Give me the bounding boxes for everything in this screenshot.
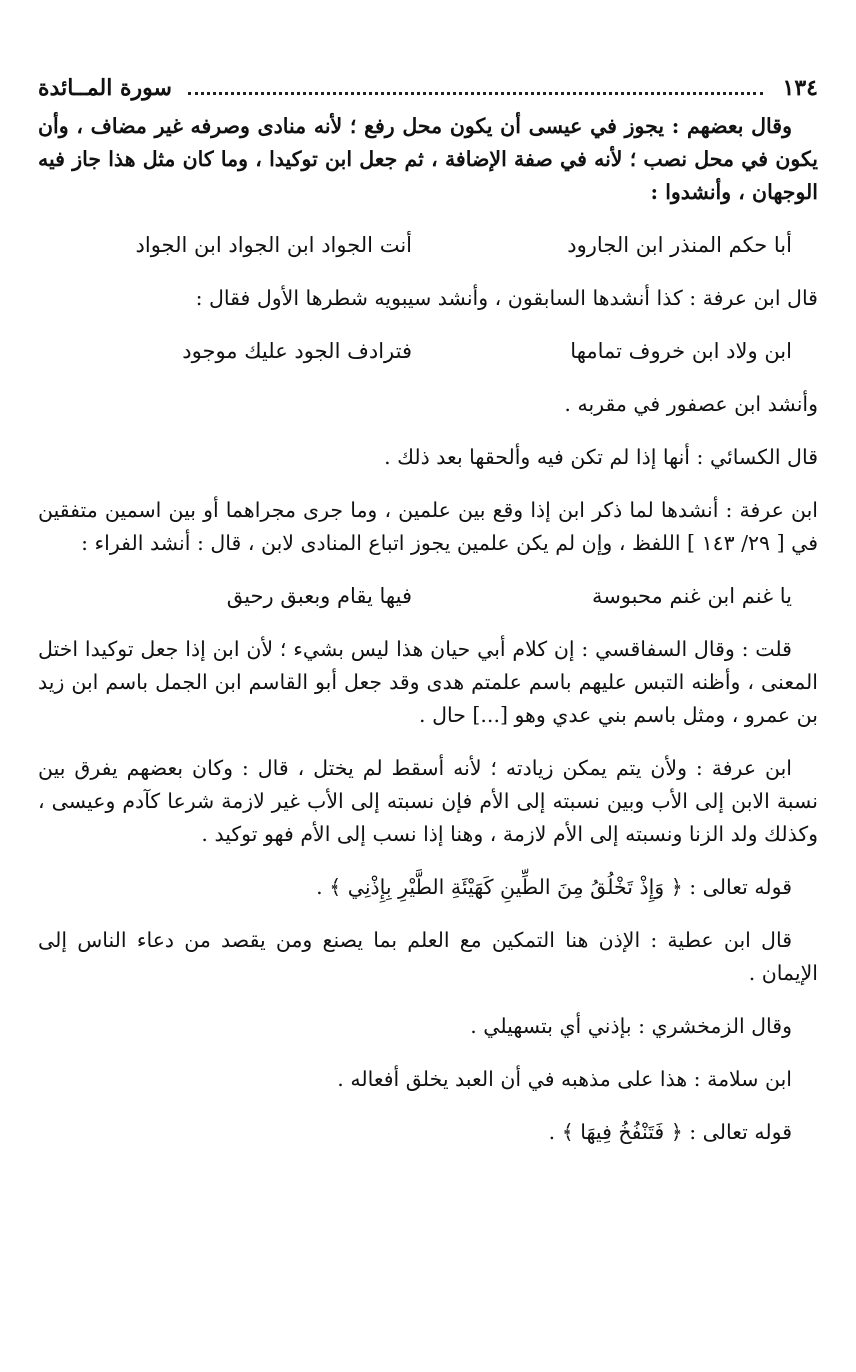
verse-first-hemistich: أبا حكم المنذر ابن الجارود <box>567 233 792 257</box>
poetry-verse <box>38 335 818 368</box>
page-number: ١٣٤ <box>782 75 818 101</box>
page-body <box>38 110 818 1149</box>
quran-verse-paragraph: قوله تعالى : ﴿ وَإِذْ تَخْلُقُ مِنَ الطِّينِ كَهَيْئَةِ الطَّيْرِ بِإِذْنِي ﴾ . <box>316 875 792 899</box>
paragraph: قال الكسائي : أنها إذا لم تكن فيه وألحقها بعد ذلك . <box>384 445 818 469</box>
paragraph: قلت : وقال السفاقسي : إن كلام أبي حيان هذا ليس بشيء ؛ لأن ابن إذا جعل توكيدا اختل المعنى ، وأظنه التبس عليهم باسم علمتم هدى وقد جعل أبو القاسم ابن الجمل باسم ابن زيد بن عمرو ، ومثل باسم بني عدي وهو [...] حال . <box>38 637 818 727</box>
paragraph: قال ابن عطية : الإذن هنا التمكين مع العلم بما يصنع ومن يقصد من دعاء الناس إلى الإيمان . <box>38 928 818 985</box>
poetry-verse <box>38 229 818 262</box>
paragraph: قال ابن عرفة : كذا أنشدها السابقون ، وأنشد سيبويه شطرها الأول فقال : <box>195 286 818 310</box>
verse-second-hemistich: فترادف الجود عليك موجود <box>182 339 412 363</box>
header-dotted-leader <box>188 92 763 95</box>
verse-first-hemistich: يا غنم ابن غنم محبوسة <box>591 584 792 608</box>
paragraph: وقال الزمخشري : بإذني أي بتسهيلي . <box>470 1014 792 1038</box>
paragraph: وقال بعضهم : يجوز في عيسى أن يكون محل رفع ؛ لأنه منادى وصرفه غير مضاف ، وأن يكون في محل نصب ؛ لأنه في صفة الإضافة ، ثم جعل ابن توكيدا ، وما كان مثل هذا جاز فيه الوجهان ، وأنشدوا : <box>38 114 818 204</box>
paragraph: وأنشد ابن عصفور في مقربه . <box>564 392 818 416</box>
paragraph: ابن عرفة : ولأن يتم يمكن زيادته ؛ لأنه أسقط لم يختل ، قال : وكان بعضهم يفرق بين نسبة الابن إلى الأب وبين نسبته إلى الأم فإن نسبته إلى الأب غير لازمة شرعا كآدم وعيسى ، وكذلك ولد الزنا ونسبته إلى الأم لازمة ، وهنا إذا نسب إلى الأم فهو توكيد . <box>38 756 818 846</box>
paragraph: ابن عرفة : أنشدها لما ذكر ابن إذا وقع بين علمين ، وما جرى مجراهما أو بين اسمين متفقين في [ ٢٩/ ١٤٣ ] اللفظ ، وإن لم يكن علمين يجوز اتباع المنادى لابن ، قال : أنشد الفراء : <box>38 498 818 555</box>
paragraph: ابن سلامة : هذا على مذهبه في أن العبد يخلق أفعاله . <box>337 1067 792 1091</box>
page-header <box>38 70 818 106</box>
surah-title: سورة المــائدة <box>38 75 172 101</box>
verse-first-hemistich: ابن ولاد ابن خروف تمامها <box>570 339 792 363</box>
quran-verse-paragraph: قوله تعالى : ﴿ فَتَنْفُخُ فِيهَا ﴾ . <box>548 1120 792 1144</box>
verse-second-hemistich: أنت الجواد ابن الجواد ابن الجواد <box>135 233 412 257</box>
verse-second-hemistich: فيها يقام وبعبق رحيق <box>226 584 412 608</box>
poetry-verse <box>38 580 818 613</box>
